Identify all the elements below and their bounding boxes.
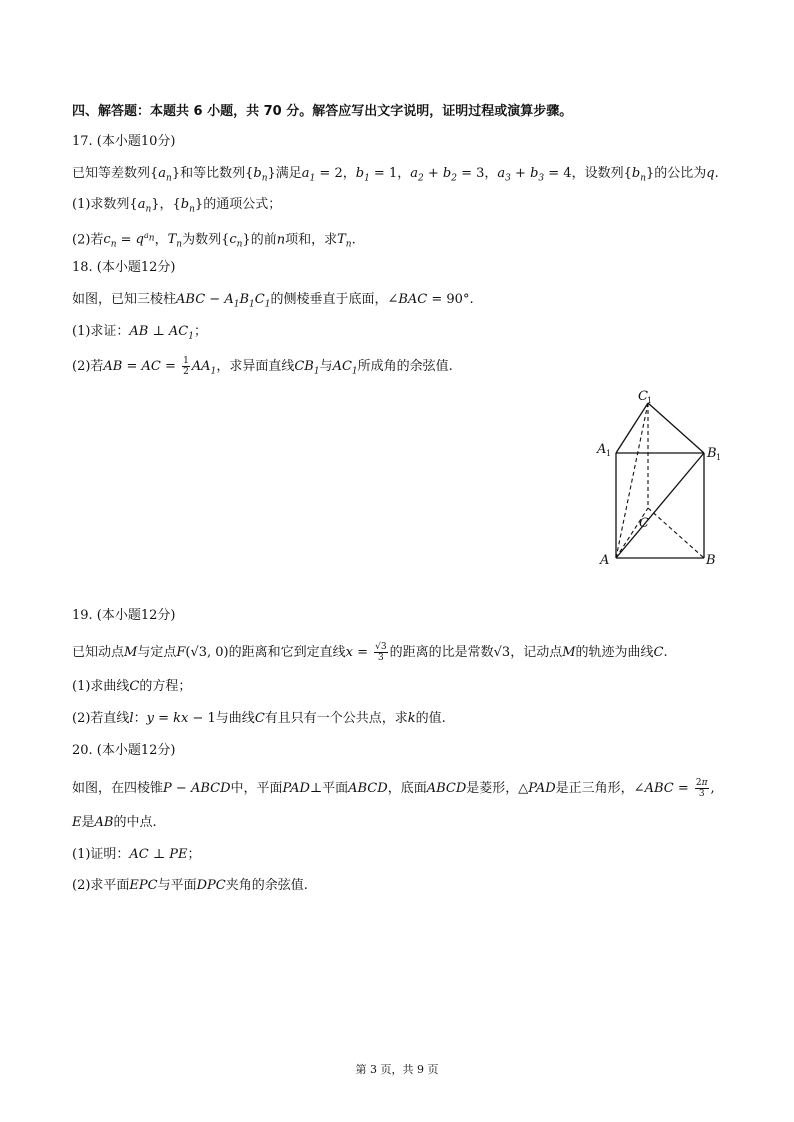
- section-heading: 四、解答题：本题共 6 小题，共 70 分。解答应写出文字说明，证明过程或演算步骤。: [72, 104, 573, 119]
- q17-part1: (1)求数列$\{a_n\}$，$\{b_n\}$的通项公式；: [72, 197, 282, 215]
- label-a1-sub: 1: [606, 449, 612, 458]
- q20-stem: 如图，在四棱锥P − ABCD中，平面PAD⊥平面ABCD，底面ABCD是菱形，△PAD是正三角形，∠ABC = $\frac{2\pi}{3}$ ,: [72, 778, 715, 799]
- edge-a1-c1: [616, 403, 648, 453]
- label-c: C: [639, 516, 649, 531]
- label-c1: C: [638, 389, 648, 404]
- q19-title: 19. (本小题12分): [72, 608, 176, 623]
- q18-title: 18. (本小题12分): [72, 260, 176, 275]
- label-b1: B: [707, 446, 717, 461]
- q17-title: 17. (本小题10分): [72, 134, 176, 149]
- edge-c1-b1: [648, 403, 704, 453]
- q20-part1: (1)证明：AC ⊥ PE；: [72, 847, 201, 862]
- q18-part2: (2)若AB = AC = $\frac{1}{2}$ $AA_1$，求异面直线$CB_1$与$AC_1$所成角的余弦值.: [72, 356, 453, 377]
- q17-stem: 已知等差数列$\{a_n\}$和等比数列$\{b_n\}$满足$a_1 = 2$，$b_1 = 1$，$a_2 + b_2 = 3$，$a_3 + b_3 = 4$，设数列$\{b_n\}$的公比为q.: [72, 166, 719, 184]
- edge-a-c1: [616, 403, 648, 558]
- edge-c-b: [648, 508, 704, 558]
- label-a1: A: [597, 442, 607, 457]
- label-c1-sub: 1: [647, 396, 653, 405]
- label-b1-sub: 1: [716, 453, 722, 462]
- q19-part2: (2)若直线l：y = kx − 1与曲线C有且只有一个公共点，求k的值.: [72, 711, 446, 726]
- label-a: A: [600, 553, 610, 568]
- page-footer: 第 3 页，共 9 页: [355, 1063, 439, 1076]
- prism-figure: [592, 385, 732, 575]
- q20-title: 20. (本小题12分): [72, 743, 176, 758]
- q19-stem: 已知动点M与定点F(√3, 0)的距离和它到定直线x = $\frac{√3}{3}$ 的距离的比是常数√3，记动点M的轨迹为曲线C.: [72, 642, 668, 663]
- q19-part1: (1)求曲线C的方程；: [72, 679, 192, 694]
- edge-a-b1: [616, 453, 704, 558]
- q18-stem: 如图，已知三棱柱ABC − $A_1B_1C_1$的侧棱垂直于底面，∠BAC = 90°.: [72, 292, 474, 310]
- q20-part2: (2)求平面EPC与平面DPC夹角的余弦值.: [72, 878, 308, 893]
- q20-stem-line2: E是AB的中点.: [72, 815, 157, 830]
- q18-part1: (1)求证：AB ⊥ $AC_1$；: [72, 324, 207, 342]
- q17-part2: (2)若$c_n = q^{a_n}$，$T_n$为数列$\{c_n\}$的前n项和，求$T_n$.: [72, 231, 356, 250]
- label-b: B: [706, 553, 716, 568]
